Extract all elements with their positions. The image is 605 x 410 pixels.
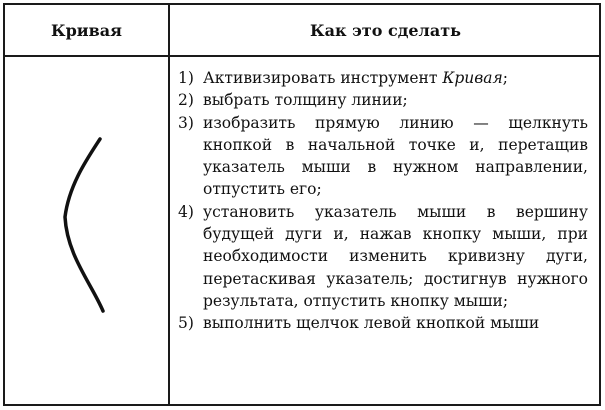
instructions-table bbox=[3, 3, 601, 406]
step-text-post: ; bbox=[502, 69, 509, 87]
tool-name-emphasis: Кривая bbox=[442, 69, 503, 87]
step-number: 5) bbox=[178, 314, 194, 333]
step-number: 3) bbox=[178, 113, 194, 132]
column-divider bbox=[168, 5, 170, 404]
step-text bbox=[203, 67, 588, 89]
step-number: 1) bbox=[178, 69, 194, 87]
step-number: 2) bbox=[178, 91, 194, 110]
curve-illustration-icon bbox=[5, 57, 168, 404]
list-item bbox=[178, 89, 588, 111]
steps-list bbox=[178, 67, 588, 335]
step-text-pre: Активизировать инструмент bbox=[203, 69, 443, 87]
step-text: установить указатель мыши в вершину будущей дуги и, нажав кнопку мыши, при необходимости изменить кривизну дуги, перетаскивая указатель; достигнув нужного результата, отпустить кнопку мыши; bbox=[203, 202, 588, 310]
header-curve: Кривая bbox=[51, 20, 122, 40]
list-item bbox=[178, 67, 588, 89]
list-item bbox=[178, 112, 588, 201]
list-item bbox=[178, 312, 588, 334]
step-text: выбрать толщину линии; bbox=[203, 91, 408, 110]
step-text: выполнить щелчок левой кнопкой мыши bbox=[203, 314, 540, 333]
step-number: 4) bbox=[178, 202, 194, 221]
header-how-to: Как это сделать bbox=[310, 20, 461, 40]
step-text: изобразить прямую линию — щелкнуть кнопкой в начальной точке и, перетащив указатель мыши в нужном направлении, отпустить его; bbox=[203, 113, 588, 199]
list-item bbox=[178, 201, 588, 312]
